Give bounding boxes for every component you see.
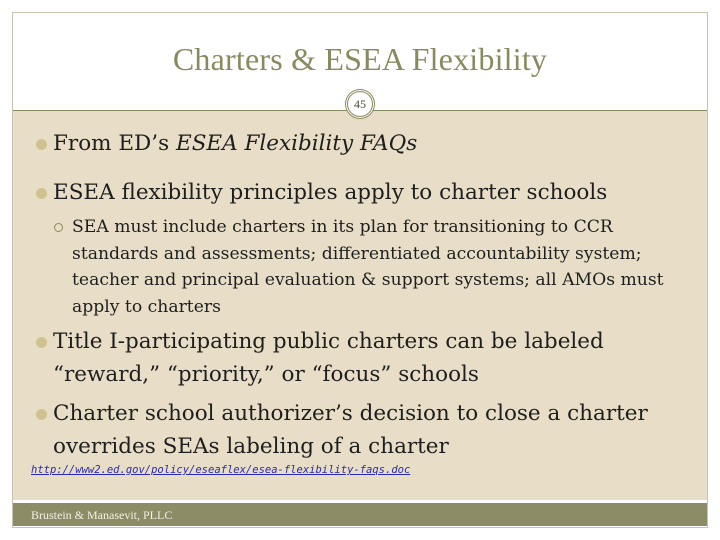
- bullet-text: Title I-participating public charters can be labeled “reward,” “priority,” or “focus” schools: [53, 329, 604, 387]
- bullet-item: [36, 127, 696, 160]
- bullet-item: [36, 325, 696, 391]
- bullet-text: ESEA flexibility principles apply to charter schools: [53, 180, 608, 205]
- slide: [12, 12, 708, 528]
- bullet-text: Charter school authorizer’s decision to close a charter overrides SEAs labeling of a charter: [53, 401, 648, 459]
- bullet-dot-icon: [36, 188, 47, 199]
- bullet-text: From ED’s ESEA Flexibility FAQs: [53, 131, 418, 156]
- sub-bullet-text: SEA must include charters in its plan for transitioning to CCR standards and assessments; differentiated accountability system; teacher and principal evaluation & support systems; all AMOs must apply to charters: [72, 217, 664, 317]
- footer-text: Brustein & Manasevit, PLLC: [31, 508, 173, 522]
- hollow-bullet-icon: [54, 223, 63, 232]
- sub-bullet-item: [54, 214, 694, 320]
- bullet-dot-icon: [36, 337, 47, 348]
- footer-bar: [13, 503, 707, 526]
- page-number-badge: 45: [345, 89, 375, 119]
- bullet-item: [36, 397, 696, 463]
- bullet-dot-icon: [36, 409, 47, 420]
- bullet-dot-icon: [36, 139, 47, 150]
- faq-link[interactable]: http://www2.ed.gov/policy/eseaflex/esea-flexibility-faqs.doc: [31, 464, 411, 476]
- bullet-item: [36, 176, 696, 209]
- slide-title: Charters & ESEA Flexibility: [172, 41, 548, 77]
